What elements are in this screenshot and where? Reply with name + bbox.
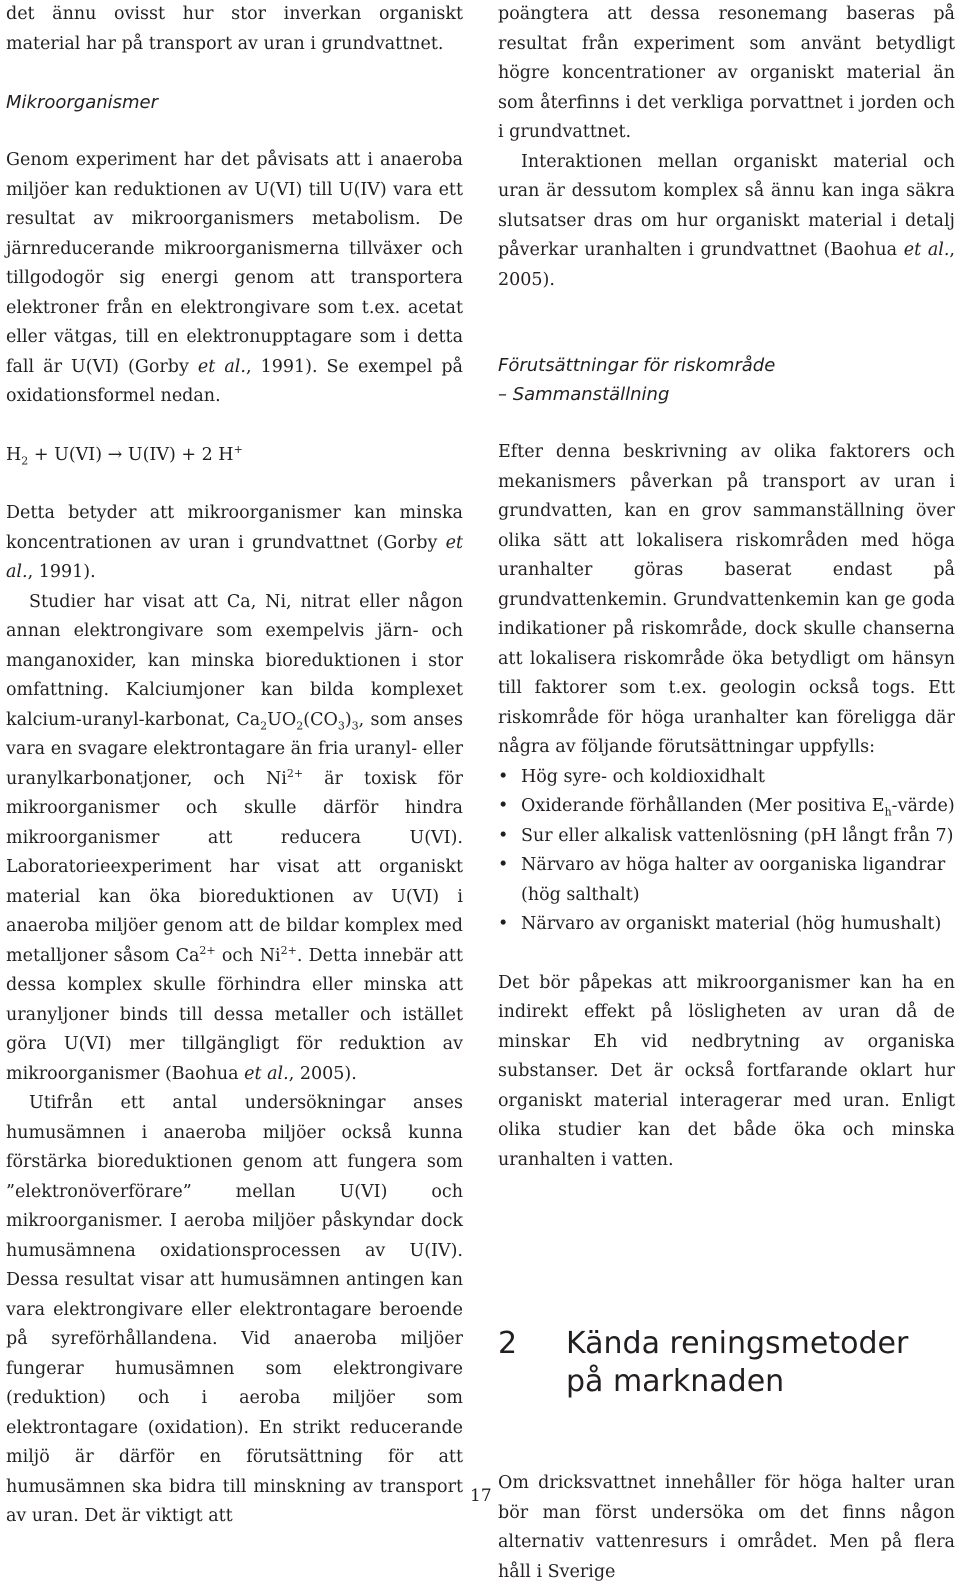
list-item: • Närvaro av organiskt material (hög humushalt) — [498, 910, 955, 940]
chapter-heading — [498, 1325, 955, 1401]
left-column — [6, 0, 463, 1532]
paragraph-continuation: poängtera att dessa resonemang baseras på resultat från experiment som använt betydligt högre koncentrationer av organiskt material än som återfinns i det verkliga porvattnet i jorden och i grundvattnet. — [498, 4, 955, 142]
paragraph-intro-end: det ännu ovisst hur stor inverkan organiskt material har på transport av uran i grundvattnet. — [6, 4, 463, 54]
arrow-icon: → — [107, 444, 123, 465]
paragraph-experiment: Genom experiment har det påvisats att i anaeroba miljöer kan reduktionen av U(VI) till U(IV) vara ett resultat av mikroorganismers metabolism. De järnreducerande mikroorganismerna tillväxer och tillgodogör sig energi genom att transportera elektroner från en elektrongivare som t.ex. acetat eller vätgas, till en elektronupptagare som i detta fall är U(VI) (Gorby et al., 1991). Se exempel på oxidationsformel nedan. — [6, 150, 463, 406]
list-item: • Oxiderande förhållanden (Mer positiva $E_h-värde$) — [498, 792, 955, 822]
heading-mikroorganismer: Mikroorganismer — [6, 92, 159, 113]
bullet-icon: • — [498, 855, 509, 875]
paragraph-studies: Studier har visat att Ca, Ni, nitrat eller någon annan elektrongivare som exempelvis järn- och manganoxider, kan minska bioreduktionen i stor omfattning. Kalciumjoner kan bilda komplexet kalcium-uranyl-karbonat, $Ca_2UO_2(CO_3)_3$, som anses vara en svagare elektrontagare än fria uranyl- eller uranylkarbonatjoner, och $Ni^{2+}$ är toxisk för mikroorganismer och skulle därför hindra mikroorganismer att reducera U(VI). Laboratorieexperiment har visat att organiskt material kan öka bioreduktionen av U(VI) i anaeroba miljöer genom att de bildar komplex med metalljoner såsom $Ca^{2+}$ och $Ni^{2+}$. Detta innebär att dessa komplex skulle förhindra eller minska att uranyljoner binds till dessa metaller och istället göra U(VI) mer tillgängligt för reduktion av mikroorganismer (Baohua et al., 2005). — [6, 591, 463, 1084]
page-number: 17 — [470, 1486, 492, 1506]
heading-riskomrade: Förutsättningar för riskområde – Sammanställning — [498, 355, 776, 405]
bullet-icon: • — [498, 914, 509, 934]
chapter-title: Kända reningsmetoder på marknaden — [566, 1326, 909, 1399]
oxidation-formula: $H_2 + U(VI) \to U(IV) + 2$ H+ — [6, 442, 243, 467]
paragraph-note: Det bör påpekas att mikroorganismer kan ha en indirekt effekt på lösligheten av uran då de minskar Eh vid nedbrytning av organiska substanser. Det är också fortfarande oklart hur organiskt material interagerar med uran. Enligt olika studier kan det både öka och minska uranhalten i vatten. — [498, 972, 955, 1170]
list-item: • Sur eller alkalisk vattenlösning (pH långt från 7) — [498, 822, 955, 852]
bullet-icon: • — [498, 796, 509, 816]
paragraph-humus: Utifrån ett antal undersökningar anses humusämnen i anaeroba miljöer också kunna förstärka bioreduktionen genom att fungera som ”elektronöverförare” mellan U(VI) och mikroorganismer. I aeroba miljöer påskyndar dock humusämnena oxidationsprocessen av U(IV). Dessa resultat visar att humusämnen antingen kan vara elektrongivare eller elektrontagare beroende på syreförhållandena. Vid anaeroba miljöer fungerar humusämnen som elektrongivare (reduktion) och i aeroba miljöer som elektrontagare (oxidation). En strikt reducerande miljö är därför en förutsättning för att humusämnen ska bidra till minskning av transport av uran. Det är viktigt att — [6, 1093, 463, 1526]
paragraph-interaction: Interaktionen mellan organiskt material och uran är dessutom komplex så ännu kan inga säkra slutsatser dras om hur organiskt material i detalj påverkar uranhalten i grundvattnet (Baohua et al., 2005). — [498, 151, 955, 290]
paragraph-drinking-water: Om dricksvattnet innehåller för höga halter uran bör man först undersöka om det finns någon alternativ vattenresurs i området. Men på flera håll i Sverige — [498, 1473, 955, 1582]
conditions-list — [498, 763, 955, 940]
bullet-icon: • — [498, 825, 509, 846]
bullet-icon: • — [498, 766, 509, 787]
paragraph-conclusion: Detta betyder att mikroorganismer kan minska koncentrationen av uran i grundvattnet (Gorby et al., 1991). — [6, 503, 463, 582]
paragraph-summary: Efter denna beskrivning av olika faktorers och mekanismers påverkan på transport av uran i grundvatten, kan en grov sammanställning över olika sätt att lokalisera riskområden med höga uranhalter göras baserat endast på grundvattenkemin. Grundvattenkemin kan ge goda indikationer på riskområde, dock skulle chanserna att lokalisera riskområde öka betydligt om hänsyn till faktorer som t.ex. geologin också togs. Ett riskområde för höga uranhalter kan föreligga där några av följande förutsättningar uppfylls: — [498, 442, 955, 757]
chapter-number: 2 — [498, 1326, 518, 1361]
right-column — [498, 0, 955, 1587]
list-item: • Hög syre- och koldioxidhalt — [498, 763, 955, 793]
list-item: • Närvaro av höga halter av oorganiska ligandrar (hög salthalt) — [498, 851, 955, 910]
